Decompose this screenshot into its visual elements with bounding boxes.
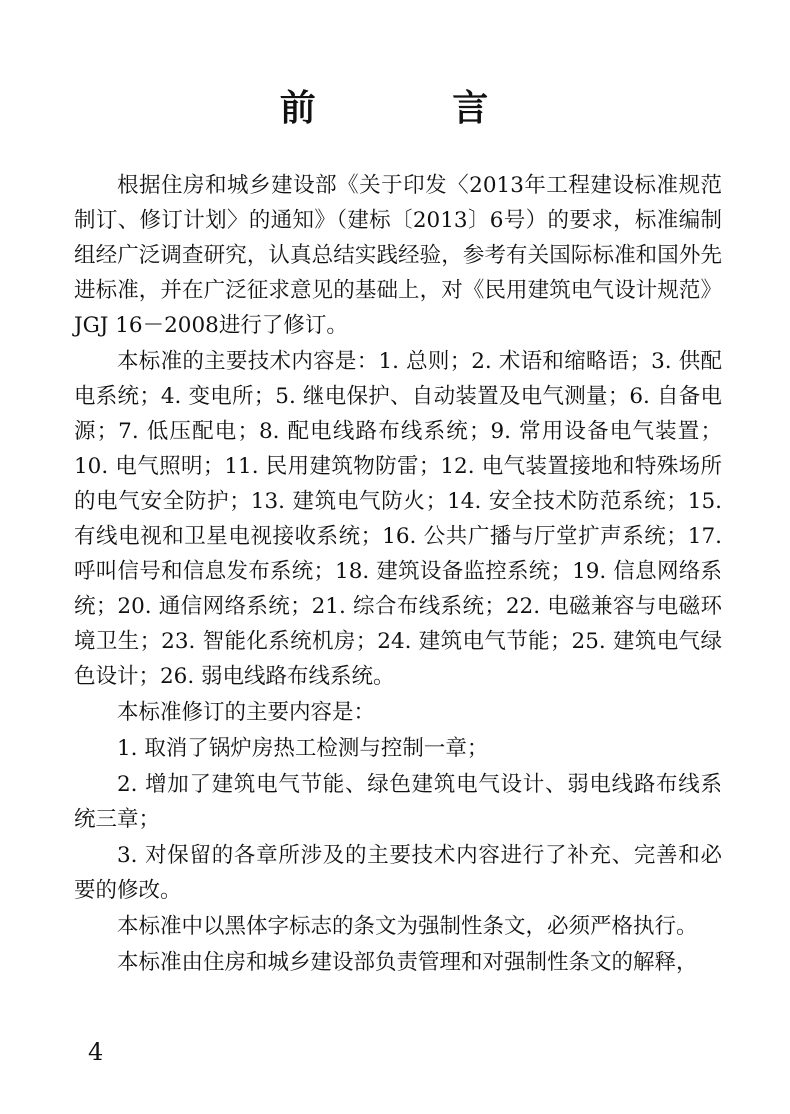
paragraph-revision-item-3: 3. 对保留的各章所涉及的主要技术内容进行了补充、完善和必要的修改。	[74, 843, 722, 903]
page-title: 前 言	[279, 87, 551, 129]
paragraph-revision-intro: 本标准修订的主要内容是：	[117, 700, 376, 725]
paragraph-revision-item-2: 2. 增加了建筑电气节能、绿色建筑电气设计、弱电线路布线系统三章；	[74, 772, 722, 832]
paragraph-management: 本标准由住房和城乡建设部负责管理和对强制性条文的解释，	[117, 950, 698, 975]
paragraph-revision-item-1: 1. 取消了锅炉房热工检测与控制一章；	[117, 736, 489, 761]
paragraph-main-contents: 本标准的主要技术内容是：1. 总则；2. 术语和缩略语；3. 供配电系统；4. 变电所；5. 继电保护、自动装置及电气测量；6. 自备电源；7. 低压配电；8. 配电线路布线系统；9. 常用设备电气装置；10. 电气照明；11. 民用建筑物防雷；12. 电气装置接地和特殊场所的电气安全防护；13. 建筑电气防火；14. 安全技术防范系统；15. 有线电视和卫星电视接收系统；16. 公共广播与厅堂扩声系统；17. 呼叫信号和信息发布系统；18. 建筑设备监控系统；19. 信息网络系统；20. 通信网络系统；21. 综合布线系统；22. 电磁兼容与电磁环境卫生；23. 智能化系统机房；24. 建筑电气节能；25. 建筑电气绿色设计；26. 弱电线路布线系统。	[74, 349, 722, 689]
paragraph-mandatory: 本标准中以黑体字标志的条文为强制性条文，必须严格执行。	[117, 914, 698, 939]
page-number: 4	[88, 1038, 104, 1066]
paragraph-basis: 根据住房和城乡建设部《关于印发〈2013年工程建设标准规范制订、修订计划〉的通知》（建标〔2013〕6号）的要求，标准编制组经广泛调查研究，认真总结实践经验，参考有关国际标准和国外先进标准，并在广泛征求意见的基础上，对《民用建筑电气设计规范》JGJ 16－2008进行了修订。	[74, 173, 722, 338]
body-text	[74, 168, 722, 980]
